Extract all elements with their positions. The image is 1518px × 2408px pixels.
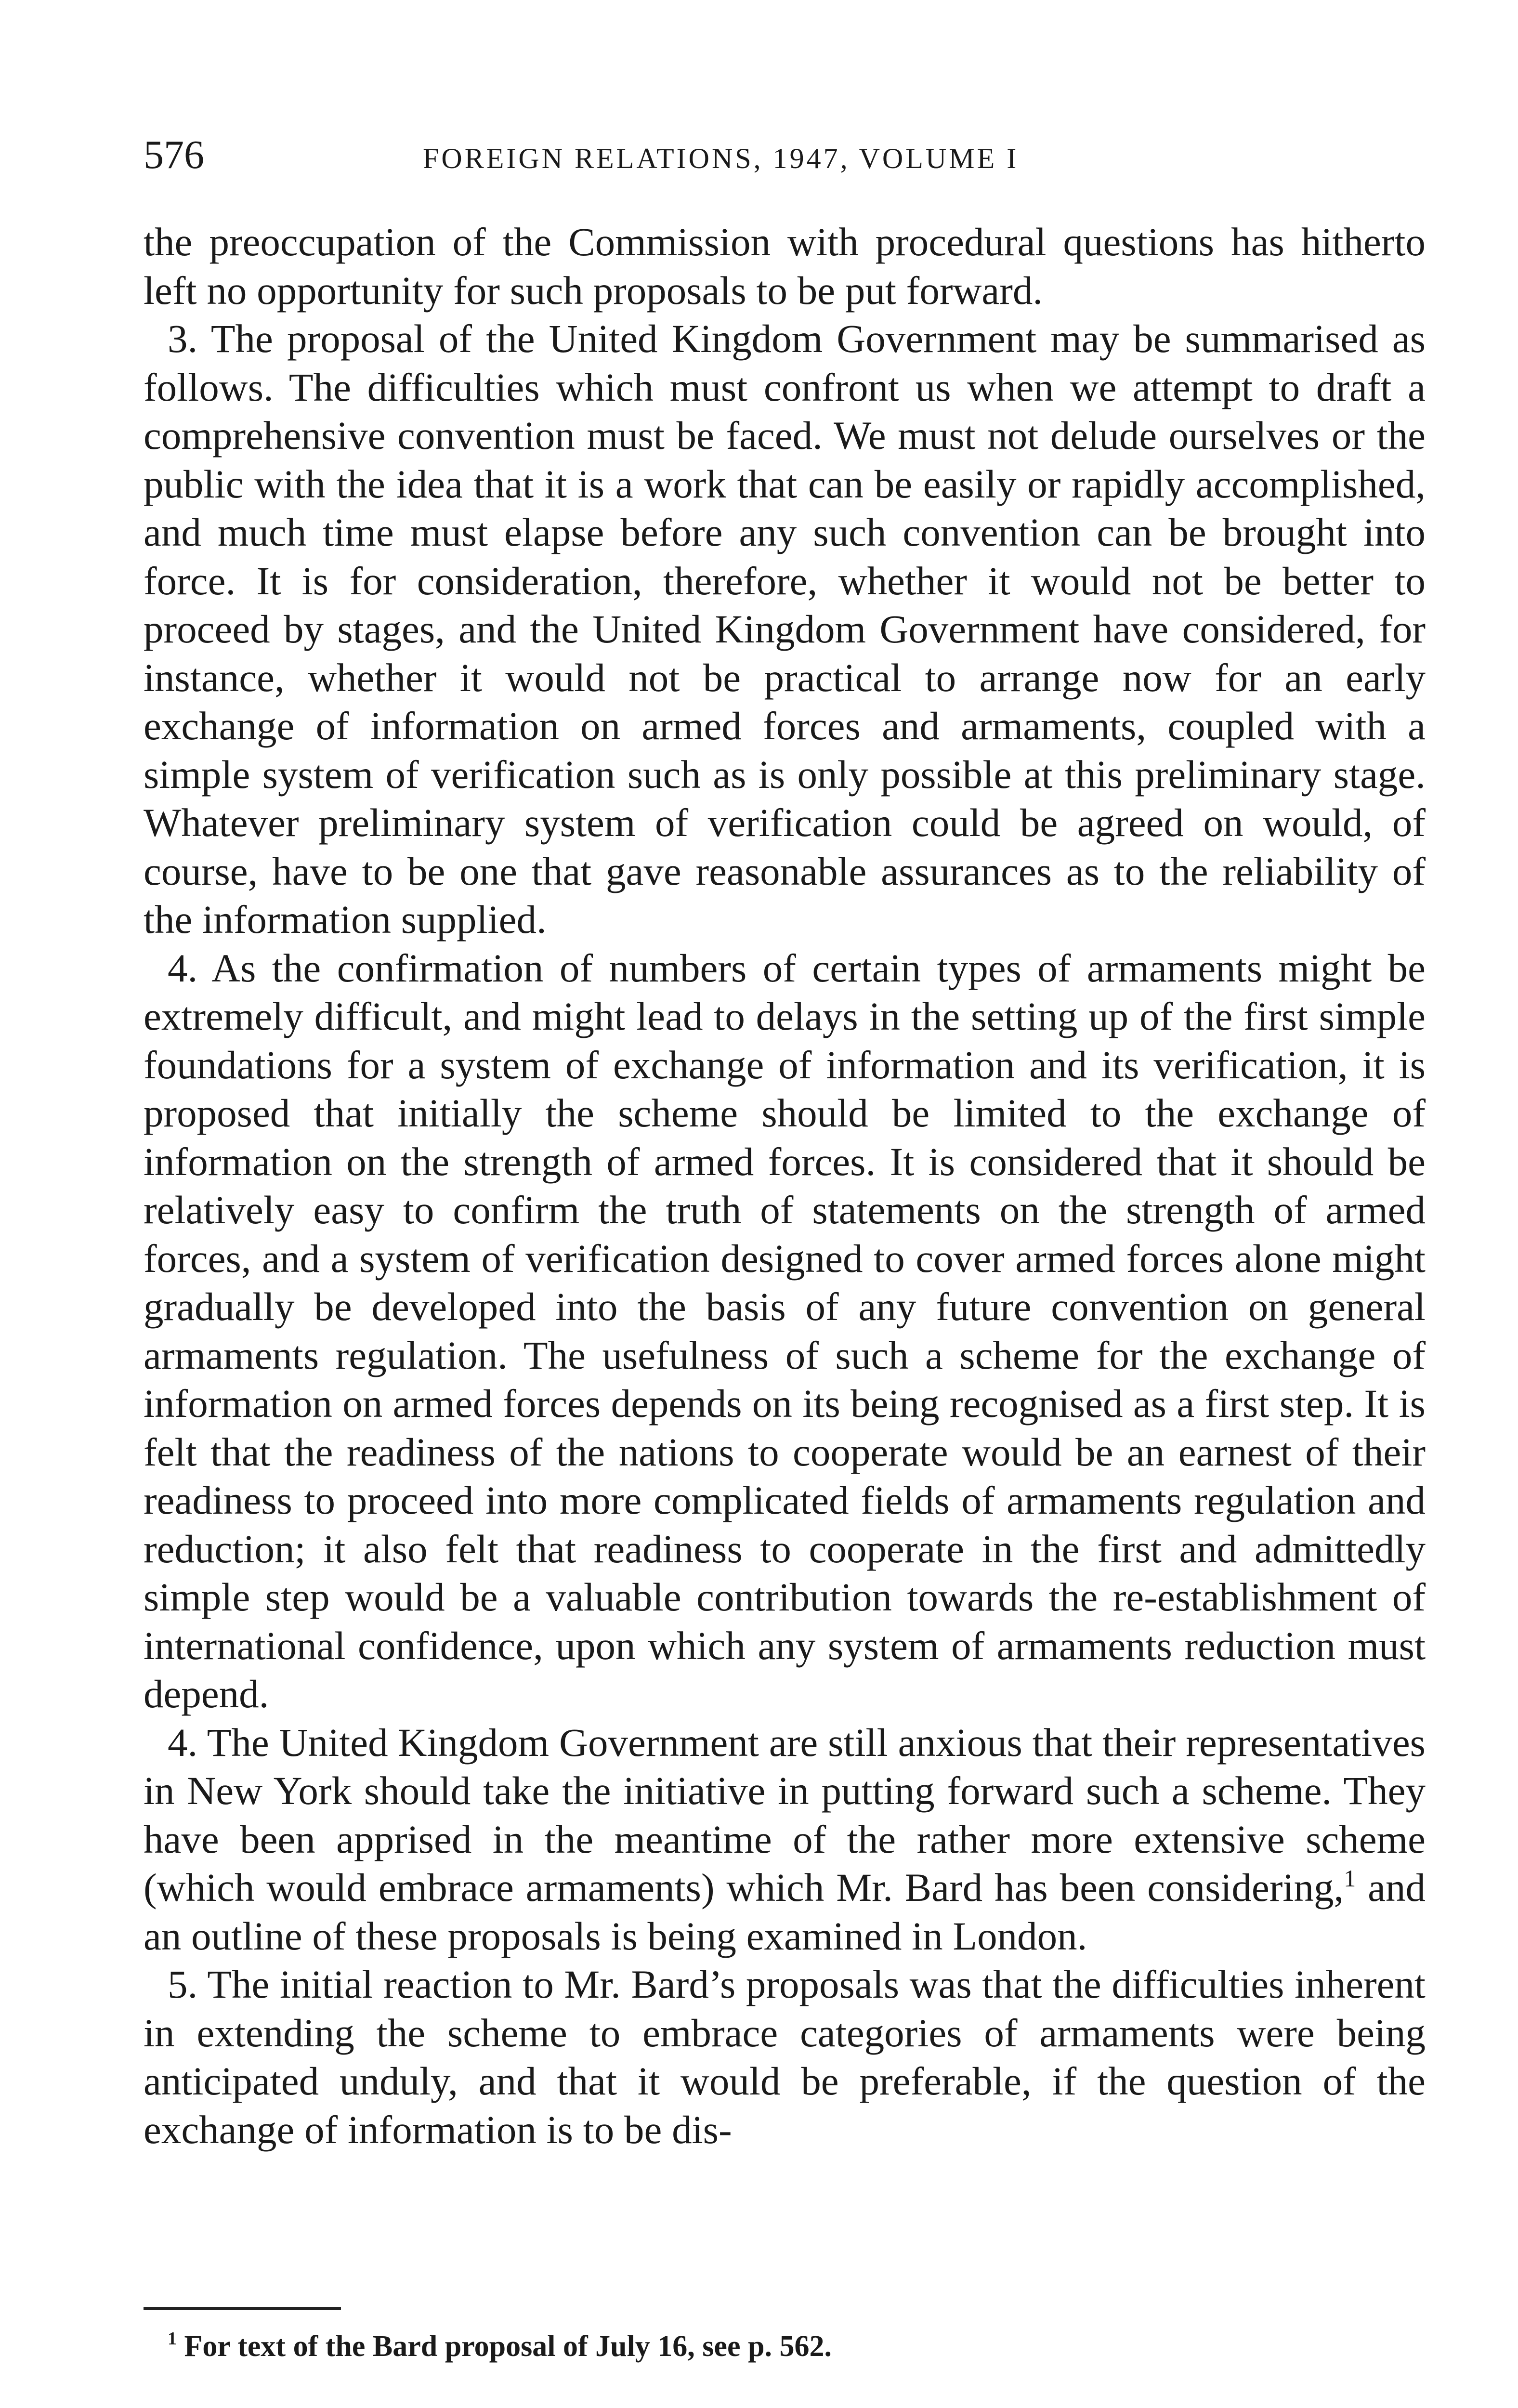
footnote-mark: 1	[168, 2329, 177, 2349]
paragraph-4: 4. As the confirmation of numbers of certain types of armaments might be extremely difficult, and might lead to delays in the setting up of the first simple foundations for a system of exchange of information and its verification, it is proposed that initially the scheme should be limited to the exchange of information on the strength of armed forces. It is considered that it should be relatively easy to confirm the truth of statements on the strength of armed forces, and a system of verification designed to cover armed forces alone might gradually be developed into the basis of any future convention on general armaments regulation. The usefulness of such a scheme for the exchange of information on armed forces depends on its being recognised as a first step. It is felt that the readiness of the nations to cooperate would be an earnest of their readiness to proceed into more complicated fields of armaments regulation and reduction; it also felt that readiness to cooperate in the first and admittedly simple step would be a valuable contribution towards the re-establishment of international confidence, upon which any system of armaments reduction must depend.	[144, 945, 1426, 1716]
footnote	[168, 2327, 832, 2366]
running-head-title: FOREIGN RELATIONS, 1947, VOLUME I	[423, 143, 1019, 174]
paragraph-text: and an outline of these proposals is being examined in London.	[144, 1865, 1426, 1958]
paragraph-5: 5. The initial reaction to Mr. Bard’s proposals was that the difficulties inherent in extending the scheme to embrace categories of armaments were being anticipated unduly, and that it would be preferable, if the question of the exchange of information is to be dis-	[144, 1962, 1426, 2152]
paragraph-text: 4. The United Kingdom Government are still anxious that their representatives in New York should take the initiative in putting forward such a scheme. They have been apprised in the meantime of the rather more extensive scheme (which would embrace armaments) which Mr. Bard has been considering,	[144, 1720, 1426, 1910]
footnote-divider	[144, 2307, 341, 2310]
running-head	[144, 131, 1425, 184]
footnote-reference: 1	[1344, 1865, 1356, 1892]
body-text	[144, 218, 1426, 2154]
paragraph-continuation: the preoccupation of the Commission with procedural questions has hitherto left no opportunity for such proposals to be put forward.	[144, 220, 1426, 313]
paragraph-3: 3. The proposal of the United Kingdom Government may be summarised as follows. The difficulties which must confront us when we attempt to draft a comprehensive convention must be faced. We must not delude ourselves or the public with the idea that it is a work that can be easily or rapidly accomplished, and much time must elapse before any such convention can be brought into force. It is for consideration, therefore, whether it would not be better to proceed by stages, and the United Kingdom Government have considered, for instance, whether it would not be practical to arrange now for an early exchange of information on armed forces and armaments, coupled with a simple system of verification such as is only possible at this preliminary stage. Whatever preliminary system of verification could be agreed on would, of course, have to be one that gave reasonable assurances as to the reliability of the information supplied.	[144, 316, 1426, 942]
page-number: 576	[144, 132, 204, 177]
footnote-text: For text of the Bard proposal of July 16, see p. 562.	[184, 2330, 832, 2363]
paragraph-4-second	[144, 1718, 1426, 1961]
